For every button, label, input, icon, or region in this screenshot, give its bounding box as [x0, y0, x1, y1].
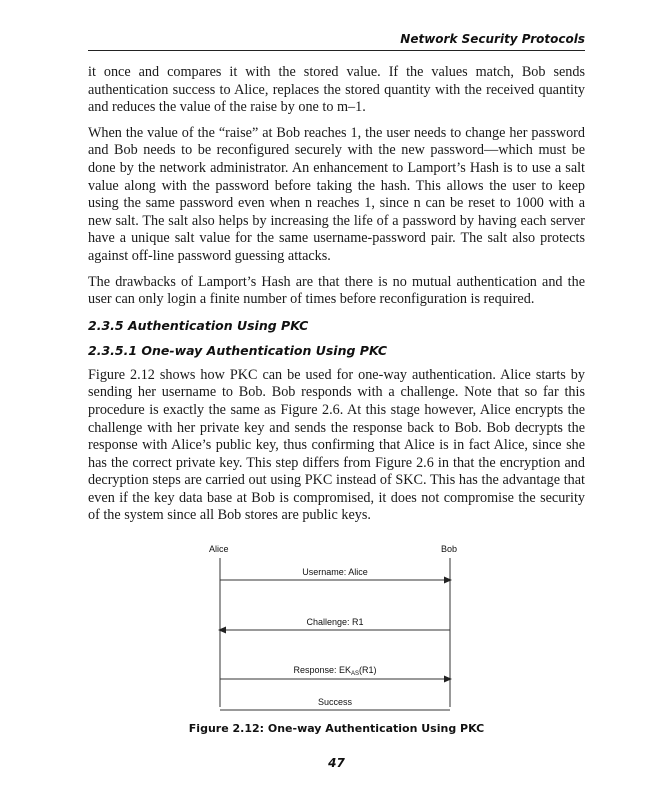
paragraph-salt-enhancement: When the value of the “raise” at Bob reaches 1, the user needs to change her password and Bob needs to be reconfigured securely with the new password—which must be done by the network administrator. An enhancement to Lamport’s Hash is to use a salt value along with the password before taking the hash. This allows the user to keep using the same password even when n reaches 1, since n can be reset to 1000 with a new salt. The salt also helps by increasing the life of a password by having each server have a unique salt value for the same username-password pair. The salt also protects against off-line password guessing attacks.: [88, 124, 585, 264]
alice-label: Alice: [209, 544, 229, 554]
paragraph-one-way-auth: Figure 2.12 shows how PKC can be used for one-way authentication. Alice starts by sending her username to Bob. Bob responds with a challenge. Note that so far this procedure is exactly the same as Figure 2.6. At this stage however, Alice encrypts the challenge with her private key and sends the response back to Bob. Bob decrypts the response with Alice’s public key, thus confirming that Alice is in fact Alice, since she has the correct private key. This step differs from Figure 2.6 in that the encryption and decryption steps are carried out using PKC instead of SKC. This has the advantage that even if the key data base at Bob is compromised, it does not compromise the security of the system since all Bob stores are public keys.: [88, 366, 585, 524]
section-heading: 2.3.5 Authentication Using PKC: [88, 317, 309, 333]
paragraph-lamport-continuation: it once and compares it with the stored value. If the values match, Bob sends authentication success to Alice, replaces the stored quantity with the received quantity and reduces the value of the raise by one to m–1.: [88, 64, 585, 116]
bob-label: Bob: [441, 544, 458, 554]
subsection-heading: 2.3.5.1 One-way Authentication Using PKC: [88, 342, 387, 358]
response-key-subscript: AS: [351, 671, 360, 677]
figure-caption: Figure 2.12: One-way Authentication Using PKC: [188, 722, 485, 735]
response-prefix: Response: EK: [293, 665, 352, 675]
success-message: Success: [317, 697, 352, 707]
username-arrowhead: [444, 577, 452, 584]
body-text: [88, 64, 585, 533]
header-rule: [88, 50, 585, 51]
challenge-message: Challenge: R1: [306, 617, 364, 627]
sequence-diagram: [200, 542, 470, 722]
running-head-title: Network Security Protocols: [400, 32, 585, 46]
paragraph-drawbacks: The drawbacks of Lamport’s Hash are that there is no mutual authentication and the user can only login a finite number of times before reconfiguration is required.: [88, 273, 585, 308]
response-suffix: (R1): [359, 665, 377, 675]
username-message: Username: Alice: [302, 567, 368, 577]
response-message: [200, 665, 470, 677]
challenge-arrowhead: [218, 627, 226, 634]
page-number: 47: [328, 756, 345, 770]
